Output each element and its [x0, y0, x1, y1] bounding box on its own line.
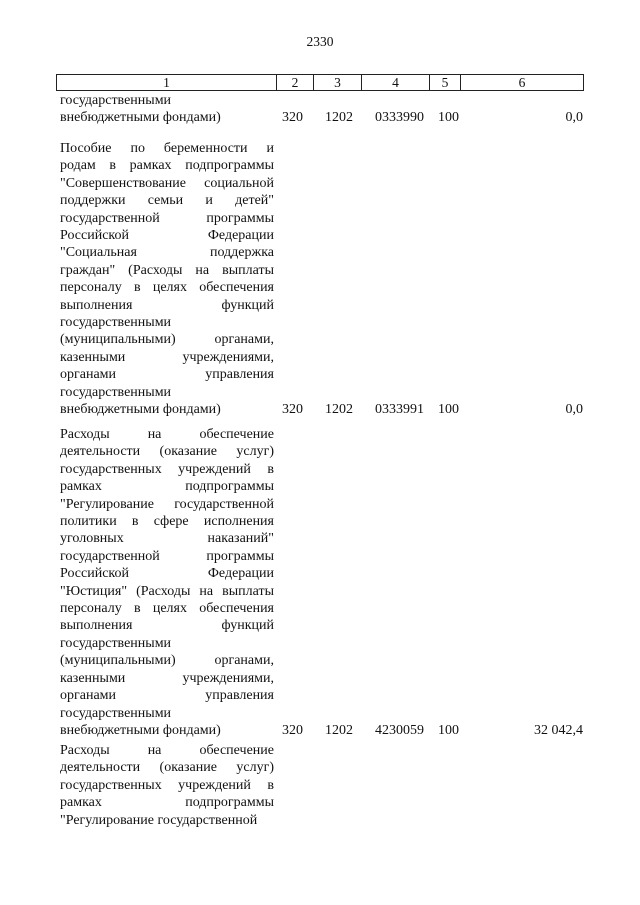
- column-3-value: 1202: [325, 402, 353, 417]
- description-line: родам в рамках подпрограммы: [60, 158, 274, 174]
- description-line: "Регулирование государственной: [60, 496, 274, 512]
- column-2-value: 320: [282, 110, 303, 126]
- description-line: деятельности (оказание услуг): [60, 760, 274, 776]
- description-line: казенными учреждениями,: [60, 670, 274, 686]
- row-description: [60, 742, 274, 829]
- description-line: государственными: [60, 635, 172, 651]
- column-2-value: 320: [282, 402, 303, 417]
- description-line: (муниципальными) органами,: [60, 332, 274, 348]
- description-line: Российской Федерации: [60, 228, 274, 244]
- description-line: органами управления: [60, 367, 274, 383]
- description-line: "Социальная поддержка: [60, 245, 274, 261]
- description-line: Российской Федерации: [60, 566, 274, 582]
- description-line: "Совершенствование социальной: [60, 175, 274, 191]
- column-2-value: 320: [282, 722, 303, 738]
- description-line: государственными: [60, 93, 172, 108]
- description-line: государственными: [60, 705, 172, 721]
- description-line: государственными: [60, 384, 172, 400]
- description-line: политики в сфере исполнения: [60, 514, 274, 530]
- description-line: Расходы на обеспечение: [60, 743, 274, 758]
- row-description: [60, 92, 274, 127]
- column-4-value: 0333991: [375, 402, 424, 417]
- header-col-3: 3: [313, 75, 361, 90]
- description-line: рамках подпрограммы: [60, 795, 274, 811]
- column-4-value: 4230059: [375, 722, 424, 738]
- description-line: государственных учреждений в: [60, 461, 274, 477]
- description-line: Расходы на обеспечение: [60, 427, 274, 442]
- description-line: Пособие по беременности и: [60, 141, 274, 156]
- description-line: поддержки семьи и детей": [60, 193, 274, 209]
- column-3-value: 1202: [325, 110, 353, 126]
- description-line: деятельности (оказание услуг): [60, 444, 274, 460]
- column-6-value: 32 042,4: [534, 722, 583, 738]
- column-3-value: 1202: [325, 722, 353, 738]
- description-line: уголовных наказаний": [60, 531, 274, 547]
- description-line: выполнения функций: [60, 297, 274, 313]
- header-col-1: 1: [163, 75, 170, 90]
- description-line: рамках подпрограммы: [60, 479, 274, 495]
- column-5-value: 100: [438, 110, 459, 126]
- table-header: [56, 74, 584, 91]
- description-line: государственных учреждений в: [60, 777, 274, 793]
- column-5-value: 100: [438, 402, 459, 417]
- description-line: (муниципальными) органами,: [60, 653, 274, 669]
- description-line: внебюджетными фондами): [60, 722, 221, 738]
- header-col-6: 6: [460, 75, 583, 90]
- page-number: 2330: [306, 34, 334, 49]
- description-line: внебюджетными фондами): [60, 110, 221, 126]
- description-line: персоналу в целях обеспечения: [60, 280, 274, 296]
- description-line: государственной программы: [60, 548, 274, 564]
- column-4-value: 0333990: [375, 110, 424, 126]
- description-line: органами управления: [60, 688, 274, 704]
- description-line: государственными: [60, 315, 172, 331]
- description-line: внебюджетными фондами): [60, 402, 221, 418]
- description-line: "Регулирование государственной: [60, 812, 258, 828]
- column-6-value: 0,0: [565, 110, 583, 126]
- description-line: выполнения функций: [60, 618, 274, 634]
- description-line: "Юстиция" (Расходы на выплаты: [60, 583, 274, 599]
- row-description: [60, 426, 274, 739]
- description-line: персоналу в целях обеспечения: [60, 601, 274, 617]
- header-col-5: 5: [429, 75, 460, 90]
- row-description: [60, 140, 274, 419]
- column-5-value: 100: [438, 722, 459, 738]
- column-6-value: 0,0: [565, 402, 583, 417]
- description-line: государственной программы: [60, 210, 274, 226]
- description-line: казенными учреждениями,: [60, 349, 274, 365]
- header-col-4: 4: [361, 75, 429, 90]
- header-col-2: 2: [276, 75, 313, 90]
- description-line: граждан" (Расходы на выплаты: [60, 262, 274, 278]
